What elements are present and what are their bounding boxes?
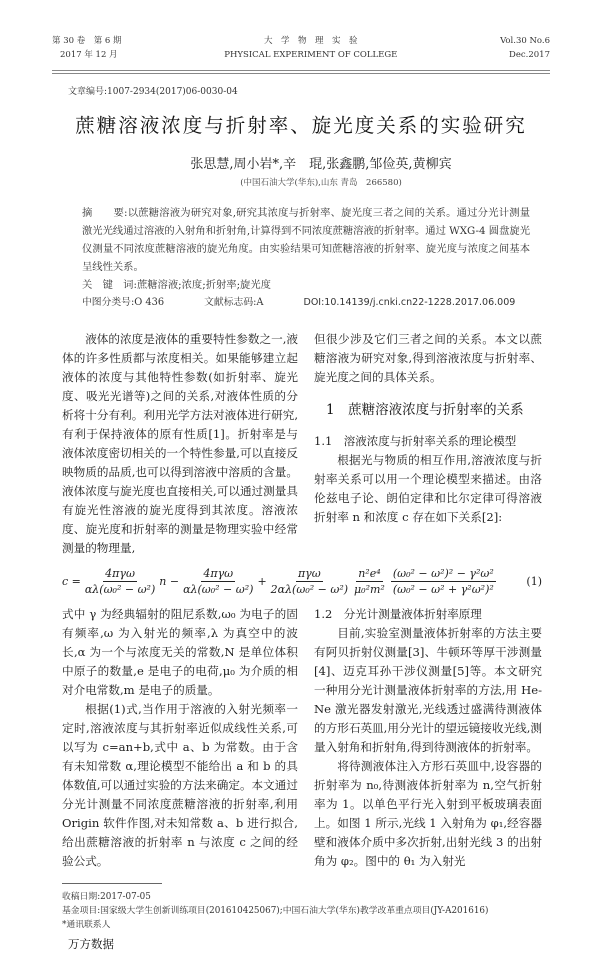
symbol-definitions: 式中 γ 为经典辐射的阻尼系数,ω₀ 为电子的固有频率,ω 为入射光的频率,λ 为真空中的波长,α 为一个与浓度无关的常数,N 是单位体积中原子的数量,e 是电子的电荷,μ₀ 为介质的相对介电常数,m 是电子的质量。 bbox=[62, 607, 298, 697]
right-column-top bbox=[314, 330, 542, 558]
methods-paragraph: 目前,实验室测量液体折射率的方法主要有阿贝折射仪测量[3]、牛顿环等厚干涉测量[4]、迈克耳孙干涉仪测量[5]等。本文研究一种用分光计测量液体折射率的方法,用 He-Ne 激光器发射激光,光线透过盛满待测液体的方形石英皿,用分光计的望远镜接收光线,测量入射角和折射角,得到待测液体的折射率。 bbox=[314, 626, 542, 754]
authors: 张思慧,周小岩*,辛 琨,张鑫鹏,邹俭英,黄柳宾 bbox=[190, 157, 452, 172]
eq-num: n²e⁴ bbox=[358, 567, 381, 580]
abstract-label: 摘 要: bbox=[82, 207, 128, 219]
linear-relation-paragraph: 根据(1)式,当作用于溶液的入射光频率一定时,溶液浓度与其折射率近似成线性关系,可以写为 c=an+b,式中 a、b 为常数。由于含有未知常数 α,理论模型不能给出 a 和 b 的具体数值,可以通过实验的方法来确定。本文通过分光计测量不同浓度蔗糖溶液的折射率,利用 Origin 软件作图,对未知常数 a、b 进行拟合,给出蔗糖溶液的折射率 n 与浓度 c 之间的经验公式。 bbox=[62, 702, 298, 868]
model-paragraph: 根据光与物质的相互作用,溶液浓度与折射率关系可以用一个理论模型来描述。由洛伦兹电子论、朗伯定律和比尔定律可得溶液折射率 n 和浓度 c 存在如下关系[2]: bbox=[314, 453, 542, 524]
eq-num: 4πγω bbox=[105, 567, 135, 580]
received-date: 收稿日期:2017-07-05 bbox=[62, 892, 151, 902]
header-rule bbox=[52, 70, 550, 74]
section-1-heading: 1 蔗糖溶液浓度与折射率的关系 bbox=[326, 402, 524, 418]
eq-var: n − bbox=[159, 575, 180, 588]
eq-term-1 bbox=[85, 566, 155, 597]
volume-issue-cn bbox=[52, 34, 122, 62]
date-cn: 2017 年 12 月 bbox=[60, 50, 118, 60]
columns-bottom bbox=[62, 605, 542, 871]
corresponding-author: *通讯联系人 bbox=[62, 920, 111, 930]
journal-name bbox=[224, 34, 397, 62]
equation-1 bbox=[62, 566, 542, 597]
keywords bbox=[82, 276, 550, 294]
document-code: 文献标志码:A bbox=[204, 297, 264, 308]
classification bbox=[82, 294, 550, 312]
doi: DOI:10.14139/j.cnki.cn22-1228.2017.06.009 bbox=[303, 297, 516, 308]
running-header bbox=[52, 34, 550, 62]
eq-den: 2αλ(ω₀² − ω²) bbox=[270, 583, 349, 596]
intro-continued: 但很少涉及它们三者之间的关系。本文以蔗糖溶液为研究对象,得到溶液浓度与折射率、旋光度之间的具体关系。 bbox=[314, 332, 542, 384]
eq-den: αλ(ω₀² − ω²) bbox=[84, 583, 156, 596]
volume-cn: 第 30 卷 第 6 期 bbox=[52, 36, 122, 46]
eq-den: αλ(ω₀² − ω²) bbox=[183, 583, 254, 596]
subsection-1-1-heading: 1.1 溶液浓度与折射率关系的理论模型 bbox=[314, 434, 517, 448]
volume-en: Vol.30 No.6 bbox=[500, 36, 550, 46]
subsection-1-2-heading: 1.2 分光计测量液体折射率原理 bbox=[314, 607, 482, 621]
date-en: Dec.2017 bbox=[509, 50, 550, 60]
article-number: 文章编号:1007-2934(2017)06-0030-04 bbox=[68, 87, 238, 97]
eq-plus: + bbox=[257, 575, 267, 588]
eq-term-4 bbox=[354, 566, 385, 597]
keywords-label: 关 键 词: bbox=[82, 279, 137, 291]
eq-num: πγω bbox=[297, 567, 321, 580]
eq-den: μ₀²m² bbox=[354, 583, 385, 596]
abstract bbox=[82, 204, 530, 276]
eq-den: (ω₀² − ω² + γ²ω²)² bbox=[392, 583, 494, 596]
clc-number: 中图分类号:O 436 bbox=[82, 297, 165, 308]
footnote-rule bbox=[62, 883, 162, 884]
paper-title: 蔗糖溶液浓度与折射率、旋光度关系的实验研究 bbox=[75, 114, 527, 137]
setup-paragraph: 将待测液体注入方形石英皿中,设容器的折射率为 n₀,待测液体折射率为 n,空气折射率为 1。以单色平行光入射到平板玻璃表面上。如图 1 所示,光线 1 入射角为 φ₁,经容器壁和液体介质中多次折射,出射光线 3 的出射角为 φ₂。图中的 θ₁ 为入射光 bbox=[314, 759, 542, 868]
right-column-bottom bbox=[314, 605, 542, 871]
left-column-top bbox=[62, 330, 298, 558]
columns-top bbox=[62, 330, 542, 558]
eq-lhs: c = bbox=[62, 575, 81, 588]
volume-issue-en bbox=[500, 34, 550, 62]
fund-info: 基金项目:国家级大学生创新训练项目(201610425067);中国石油大学(华东)教学改革重点项目(JY-A201616) bbox=[62, 906, 489, 916]
eq-num: (ω₀² − ω²)² − γ²ω² bbox=[392, 567, 494, 580]
equation-number: (1) bbox=[526, 575, 542, 588]
eq-term-3 bbox=[271, 566, 348, 597]
left-column-bottom bbox=[62, 605, 298, 871]
journal-en: PHYSICAL EXPERIMENT OF COLLEGE bbox=[224, 50, 398, 60]
keywords-text: 蔗糖溶液;浓度;折射率;旋光度 bbox=[136, 279, 271, 291]
eq-term-5 bbox=[391, 566, 496, 597]
affiliation: (中国石油大学(华东),山东 青岛 266580) bbox=[240, 178, 402, 188]
watermark: 万方数据 bbox=[68, 937, 114, 951]
abstract-text: 以蔗糖溶液为研究对象,研究其浓度与折射率、旋光度三者之间的关系。通过分光计测量激光光线通过溶液的入射角和折射角,计算得到不同浓度蔗糖溶液的折射率。通过 WXG-4 圆盘旋光仪测量不同浓度蔗糖溶液的旋光角度。由实验结果可知蔗糖溶液的折射率、旋光度与浓度之间基本呈线性关系。 bbox=[82, 207, 530, 273]
eq-num: 4πγω bbox=[203, 567, 234, 580]
intro-paragraph: 液体的浓度是液体的重要特性参数之一,液体的许多性质都与浓度相关。如果能够建立起液体的浓度与其他特性参数(如折射率、旋光度、吸光光谱等)之间的关系,对液体性质的分析将十分有利。利用光学方法对液体进行研究,有利于保持液体的原有性质[1]。折射率是与液体浓度密切相关的一个特性参量,可以直接反映物质的品质,也可以得到溶液中溶质的含量。液体浓度与旋光度也直接相关,可以通过测量具有旋光性溶液的旋光度得到其浓度。溶液浓度、旋光度和折射率的测量是物理实验中经常测量的物理量, bbox=[62, 332, 298, 555]
journal-cn: 大 学 物 理 实 验 bbox=[264, 36, 358, 46]
eq-term-2 bbox=[183, 566, 253, 597]
